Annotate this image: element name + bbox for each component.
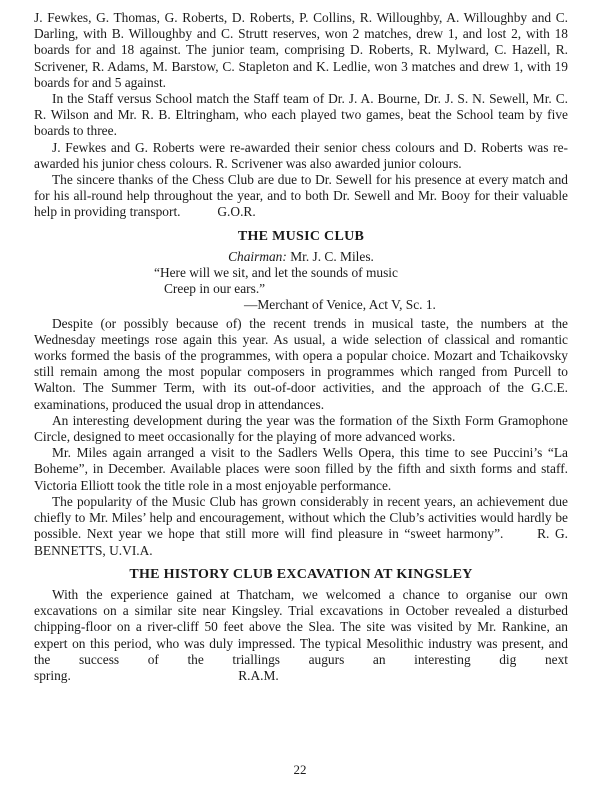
page-number: 22 bbox=[293, 762, 307, 777]
music-paragraph-4 bbox=[34, 494, 568, 559]
quote-citation: —Merchant of Venice, Act V, Sc. 1. bbox=[244, 297, 436, 313]
music-paragraph-2: An interesting development during the year was the formation of the Sixth Form Gramophone Circle, designed to meet occasionally for the playing of more advanced works. bbox=[34, 412, 568, 445]
music-signature: R. G. BENNETTS, U.VI.A. bbox=[34, 526, 568, 558]
chess-paragraph-3: J. Fewkes and G. Roberts were re-awarded their senior chess colours and D. Roberts was re-awarded his junior chess colours. R. Scrivener was also awarded junior colours. bbox=[34, 139, 568, 171]
chess-paragraph-4-text: The sincere thanks of the Chess Club are due to Dr. Sewell for his presence at every match and for his all-round help throughout the year, and to both Dr. Sewell and Mr. Booy for their valuable help in providing transport. bbox=[34, 172, 568, 220]
chairman-name: Mr. J. C. Miles. bbox=[290, 248, 374, 264]
history-paragraph-1 bbox=[34, 587, 568, 684]
history-club-section bbox=[34, 567, 568, 684]
music-club-heading: THE MUSIC CLUB bbox=[237, 228, 365, 244]
chess-paragraph-4 bbox=[34, 172, 568, 221]
chess-paragraph-2: In the Staff versus School match the Staff team of Dr. J. A. Bourne, Dr. J. S. N. Sewell, Mr. C. R. Wilson and Mr. R. B. Eltringham, who each played two games, beat the School team by five boards to three. bbox=[34, 91, 568, 139]
history-club-heading: THE HISTORY CLUB EXCAVATION AT KINGSLEY bbox=[129, 566, 473, 582]
quote-line-2: Creep in our ears.” bbox=[164, 281, 266, 297]
music-club-section bbox=[34, 229, 568, 559]
history-paragraph-1-text: With the experience gained at Thatcham, we welcomed a chance to organise our own excavations on a similar site near Kingsley. Trial excavations in October revealed a disturbed chipping-floor on a river-cliff 50 feet above the Slea. The site was visited by Mr. Rankine, an expert on this period, who was duly impressed. The typical Mesolithic industry was present, and the success of the triallings augurs an interesting dig next spring. bbox=[34, 586, 568, 683]
music-paragraph-1: Despite (or possibly because of) the recent trends in musical taste, the numbers at the Wednesday meetings rose again this year. As usual, a wide selection of classical and romantic works formed the basis of the programmes, with opera a popular choice. Mozart and Tchaikovsky still remain among the most popular composers in programmes which ranged from Purcell to Walton. The Summer Term, with its out-of-door activities, and the approach of the G.C.E. examinations, produced the usual drop in attendances. bbox=[34, 315, 568, 412]
history-signature: R.A.M. bbox=[238, 667, 279, 683]
chess-paragraph-1: J. Fewkes, G. Thomas, G. Roberts, D. Roberts, P. Collins, R. Willoughby, A. Willoughby and C. Darling, with B. Willoughby and C. Strutt reserves, won 2 matches, drew 1, and lost 2, with 18 boards for and 18 against. The junior team, comprising D. Roberts, R. Mylward, C. Hazell, R. Scrivener, R. Adams, M. Barstow, C. Stapleton and K. Ledlie, won 3 matches and drew 1, with 19 boards for and 5 against. bbox=[34, 10, 568, 90]
music-paragraph-4-text: The popularity of the Music Club has grown considerably in recent years, an achievement due chiefly to Mr. Miles’ help and encouragement, without which the Club’s activities would hardly be possible. Next year we hope that still more will find pleasure in “sweet harmony”. bbox=[34, 493, 568, 542]
music-paragraph-3: Mr. Miles again arranged a visit to the Sadlers Wells Opera, this time to see Puccini’s “La Boheme”, in December. Available places were soon filled by the fifth and sixth forms and staff. Victoria Elliott took the title role in a most enjoyable performance. bbox=[34, 445, 568, 493]
page-content bbox=[34, 10, 568, 684]
chess-club-section bbox=[34, 10, 568, 221]
chess-signature: G.O.R. bbox=[217, 204, 256, 220]
music-chairman-line bbox=[34, 249, 568, 265]
quote-line-1: “Here will we sit, and let the sounds of music bbox=[154, 265, 398, 281]
chairman-label: Chairman: bbox=[228, 248, 287, 264]
